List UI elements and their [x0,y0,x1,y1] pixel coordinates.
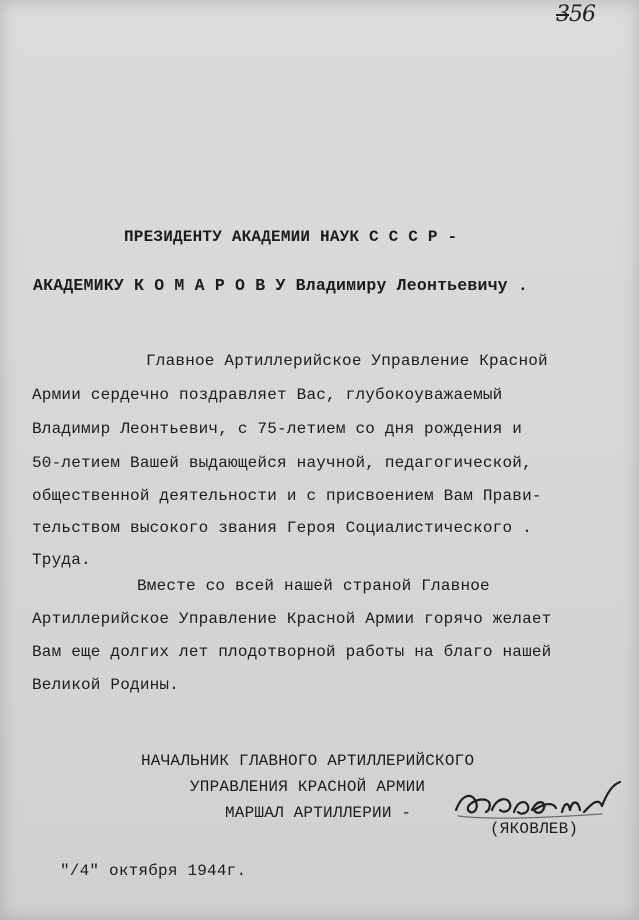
body-p2-line-4: Великой Родины. [32,676,180,694]
signature-title-line-3: МАРШАЛ АРТИЛЛЕРИИ - [225,804,412,822]
body-p2-line-2: Артиллерийское Управление Красной Армии горячо желает [32,610,552,628]
heading-line-1: ПРЕЗИДЕНТУ АКАДЕМИИ НАУК С С С Р - [124,228,458,246]
body-p1-line-6: тельством высокого звания Героя Социалистического . [32,519,532,537]
body-p1-line-5: общественной деятельности и с присвоением Вам Прави- [32,487,542,505]
date-day: "/4" [60,862,100,880]
date-month-year: октября 1944г. [109,862,247,880]
body-p2-line-3: Вам еще долгих лет плодотворной работы на благо нашей [32,643,552,661]
signature-title-line-2: УПРАВЛЕНИЯ КРАСНОЙ АРМИИ [190,778,426,796]
archive-number-value: 56 [569,2,595,27]
archive-number [556,2,595,27]
handwritten-signature [452,776,624,826]
body-p1-line-7: Труда. [32,551,91,569]
body-p1-line-1: Главное Артиллерийское Управление Красной [146,352,548,370]
body-p2-line-1: Вместе со всей нашей страной Главное [137,577,490,595]
signature-title-line-1: НАЧАЛЬНИК ГЛАВНОГО АРТИЛЛЕРИЙСКОГО [141,752,475,770]
signature-name: (ЯКОВЛЕВ) [490,820,579,838]
heading-line-2: АКАДЕМИКУ К О М А Р О В У Владимиру Леонтьевичу . [33,276,528,295]
document-date [60,862,246,880]
body-p1-line-2: Армии сердечно поздравляет Вас, глубокоуважаемый [32,386,503,404]
body-p1-line-4: 50-летием Вашей выдающейся научной, педагогической, [32,454,532,472]
body-p1-line-3: Владимир Леонтьевич, с 75-летием со дня рождения и [32,420,523,438]
archive-number-crossed: 3 [556,2,569,27]
